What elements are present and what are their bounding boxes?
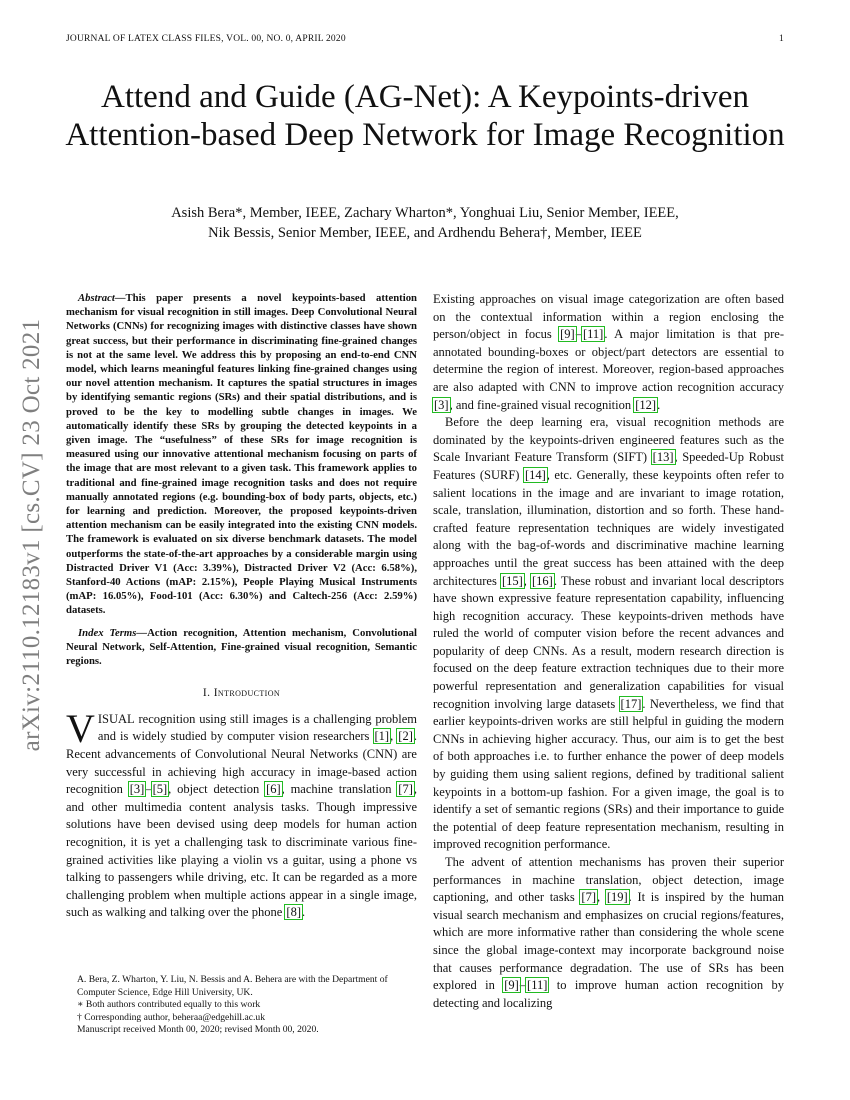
citation-link[interactable]: [16] [532, 573, 553, 588]
text-run: – [519, 978, 527, 993]
text-run: , machine translation [281, 782, 398, 797]
footnote-manuscript-dates: Manuscript received Month 00, 2020; revised Month 00, 2020. [77, 1024, 319, 1035]
text-run: – [575, 327, 582, 342]
arxiv-stamp-text: arXiv:2110.12183v1 [cs.CV] 23 Oct 2021 [18, 318, 45, 752]
citation-link[interactable]: [7] [581, 890, 596, 905]
text-run: . These robust and invariant local descriptors have shown expressive feature representation capability, influencing high recognition accuracy. These keypoints-driven methods have ruled the world of computer vision before the recent advances and popularity of deep CNNs. As a result, modern research direction is focused on the deep feature extraction techniques due to their more powerful representation and generalization capabilities for visual recognition involving large datasets [433, 573, 784, 711]
text-run: . A major limitation is that pre-annotated bounding-boxes or object/part detectors are essential to determine the region of interest. Moreover, region-based approaches are also adapted with CNN to improve action recognition accuracy [433, 327, 784, 394]
drop-cap: V [66, 705, 95, 751]
citation-link[interactable]: [11] [527, 978, 548, 993]
citation-link[interactable]: [7] [398, 782, 413, 797]
citation-link[interactable]: [19] [606, 890, 628, 905]
text-run: , and other multimedia content analysis tasks. Though impressive solutions have been devised using deep models for human action recognition, it is yet a challenging task to discriminate various fine-grained activities like playing a violin vs a guitar, using a phone vs talking to passengers while driving, etc. It can be regarded as a more challenging problem when multiple actions appear in a single image, such as walking and talking over the phone [66, 782, 417, 920]
text-run: . Nevertheless, we find that earlier keypoints-driven works are still helpful in guiding the modern CNNs in achieving higher accuracy. Thus, our aim is to get the best of both approaches i.e. to further enhance the power of deep models by guiding them using salient regions, defined by traditional salient keypoints in a bottom-up fashion. For a given image, the goal is to identify a set of semantic regions (SRs) and their importance to guide the potential of deep feature representation mechanism, resulting in improved recognition performance. [433, 696, 785, 852]
citation-link[interactable]: [5] [152, 782, 168, 797]
arxiv-stamp [12, 300, 52, 770]
text-run: , [523, 573, 531, 588]
text-run: , object detection [168, 782, 266, 797]
author-line-1: Asish Bera*, Member, IEEE, Zachary Wharton*, Yonghuai Liu, Senior Member, IEEE, [171, 205, 679, 221]
intro-paragraph-4 [433, 854, 784, 1012]
abstract-label: Abstract— [78, 292, 126, 304]
section-number: I. [202, 687, 211, 700]
footnotes [66, 974, 417, 1037]
text-run: recognition using still images is a challenging problem and is widely studied by computer vision researchers [97, 711, 417, 744]
author-list [60, 203, 790, 243]
citation-link[interactable]: [3] [434, 397, 449, 412]
section-heading-introduction [66, 685, 417, 703]
citation-link[interactable]: [9] [560, 327, 575, 342]
footnote-affiliation: A. Bera, Z. Wharton, Y. Liu, N. Bessis and A. Behera are with the Department of Computer Science, Edge Hill University, UK. [77, 974, 388, 998]
text-run: , Speeded-Up Robust Features (SURF) [433, 450, 784, 482]
abstract [66, 291, 417, 618]
journal-line: JOURNAL OF LATEX CLASS FILES, VOL. 00, NO. 0, APRIL 2020 [66, 34, 346, 44]
left-column [66, 291, 417, 922]
citation-link[interactable]: [12] [635, 397, 657, 412]
text-run: . [657, 397, 661, 412]
footnote-corresponding-author: † Corresponding author, beheraa@edgehill.ac.uk [77, 1011, 266, 1023]
intro-paragraph-2 [433, 291, 784, 414]
text-run: Before the deep learning era, visual recognition methods are dominated by the keypoints-driven engineered features such as the Scale Invariant Feature Transform (SIFT) [433, 415, 784, 465]
intro-paragraph-1 [66, 705, 417, 922]
citation-link[interactable]: [1] [374, 729, 390, 744]
text-run: . It is inspired by the human visual search mechanism and emphasizes on crucial regions/features, which are more informative rather than considering the whole scene since the global image-context may incorporate background noise that causes performance degradation. The use of SRs has been explored in [433, 890, 785, 993]
text-run: . Recent advancements of Convolutional Neural Networks (CNN) are very successful in achieving high accuracy in image-based action recognition [66, 729, 417, 797]
text-run: – [145, 782, 152, 797]
text-run: Existing approaches on visual image categorization are often based on the contextual information within a region enclosing the person/object in focus [433, 292, 784, 342]
citation-link[interactable]: [2] [398, 729, 413, 744]
citation-link[interactable]: [9] [504, 978, 519, 993]
index-terms-label: Index Terms— [78, 626, 148, 639]
citation-link[interactable]: [3] [129, 782, 145, 797]
text-run: to improve human action recognition by detecting and localizing [433, 978, 784, 1010]
abstract-text: This paper presents a novel keypoints-based attention mechanism for visual recognition in still images. Deep Convolutional Neural Networks (CNNs) for recognizing images with distinctive classes have shown great success, but their performance in discriminating fine-grained changes is not at the same level. We address this by proposing an end-to-end CNN model, which learns meaningful features linking fine-grained changes using our novel attention mechanism. It captures the spatial structures in images by identifying semantic regions (SRs) and their spatial distributions, and is proved to be the key to modelling subtle changes in images. We automatically identify these SRs by grouping the detected keypoints in a given image. The “usefulness” of these SRs for image recognition is measured using our innovative attentional mechanism focusing on parts of the image that are most relevant to a given task. This framework applies to traditional and fine-grained image recognition tasks and does not require manually annotated regions (e.g. bounding-box of body parts, objects, etc.) for learning and prediction. Moreover, the proposed keypoints-driven attention mechanism can be easily integrated into the existing CNN models. The framework is evaluated on six diverse benchmark datasets. The model outperforms the state-of-the-art approaches by a considerable margin using Distracted Driver V1 (Acc: 3.39%), Distracted Driver V2 (Acc: 6.58%), Stanford-40 Actions (mAP: 2.15%), People Playing Musical Instruments (mAP: 16.05%), Food-101 (Acc: 6.30%) and Caltech-256 (Acc: 2.59%) datasets. [66, 292, 417, 617]
citation-link[interactable]: [17] [620, 696, 642, 711]
citation-link[interactable]: [6] [266, 782, 281, 797]
text-run: , and fine-grained visual recognition [449, 397, 635, 412]
text-run: , [597, 890, 606, 905]
citation-link[interactable]: [11] [582, 327, 604, 342]
author-line-2: Nik Bessis, Senior Member, IEEE, and Ardhendu Behera†, Member, IEEE [208, 225, 642, 241]
text-run: , etc. Generally, these keypoints often refer to salient locations in the image and are invariant to image rotation, scale, translation, illumination, distortion and so forth. These hand-crafted feature representation techniques are widely investigated along with the bag-of-words and discriminative machine learning approaches until the great success has been attained with the deep architectures [433, 467, 784, 588]
citation-link[interactable]: [15] [501, 573, 523, 588]
text-run: The advent of attention mechanisms has proven their superior performances in machine translation, object detection, image captioning, and other tasks [433, 855, 784, 905]
first-word-rest: ISUAL [97, 711, 135, 726]
citation-link[interactable]: [8] [286, 905, 301, 920]
text-run: . [301, 905, 306, 920]
citation-link[interactable]: [14] [524, 467, 546, 482]
index-terms [66, 626, 417, 669]
index-terms-text: Action recognition, Attention mechanism, Convolutional Neural Network, Self-Attention, Fine-grained visual recognition, Semantic regions. [66, 626, 417, 668]
text-run: , [390, 729, 398, 744]
right-column [433, 291, 784, 1012]
citation-link[interactable]: [13] [652, 450, 674, 465]
section-title: Introduction [213, 687, 281, 700]
footnote-equal-contribution: ∗ Both authors contributed equally to this work [77, 999, 261, 1010]
intro-paragraph-3 [433, 414, 784, 854]
page-number: 1 [779, 34, 784, 44]
paper-title: Attend and Guide (AG-Net): A Keypoints-driven Attention-based Deep Network for Image Recognition [65, 79, 785, 153]
running-header [66, 34, 784, 44]
